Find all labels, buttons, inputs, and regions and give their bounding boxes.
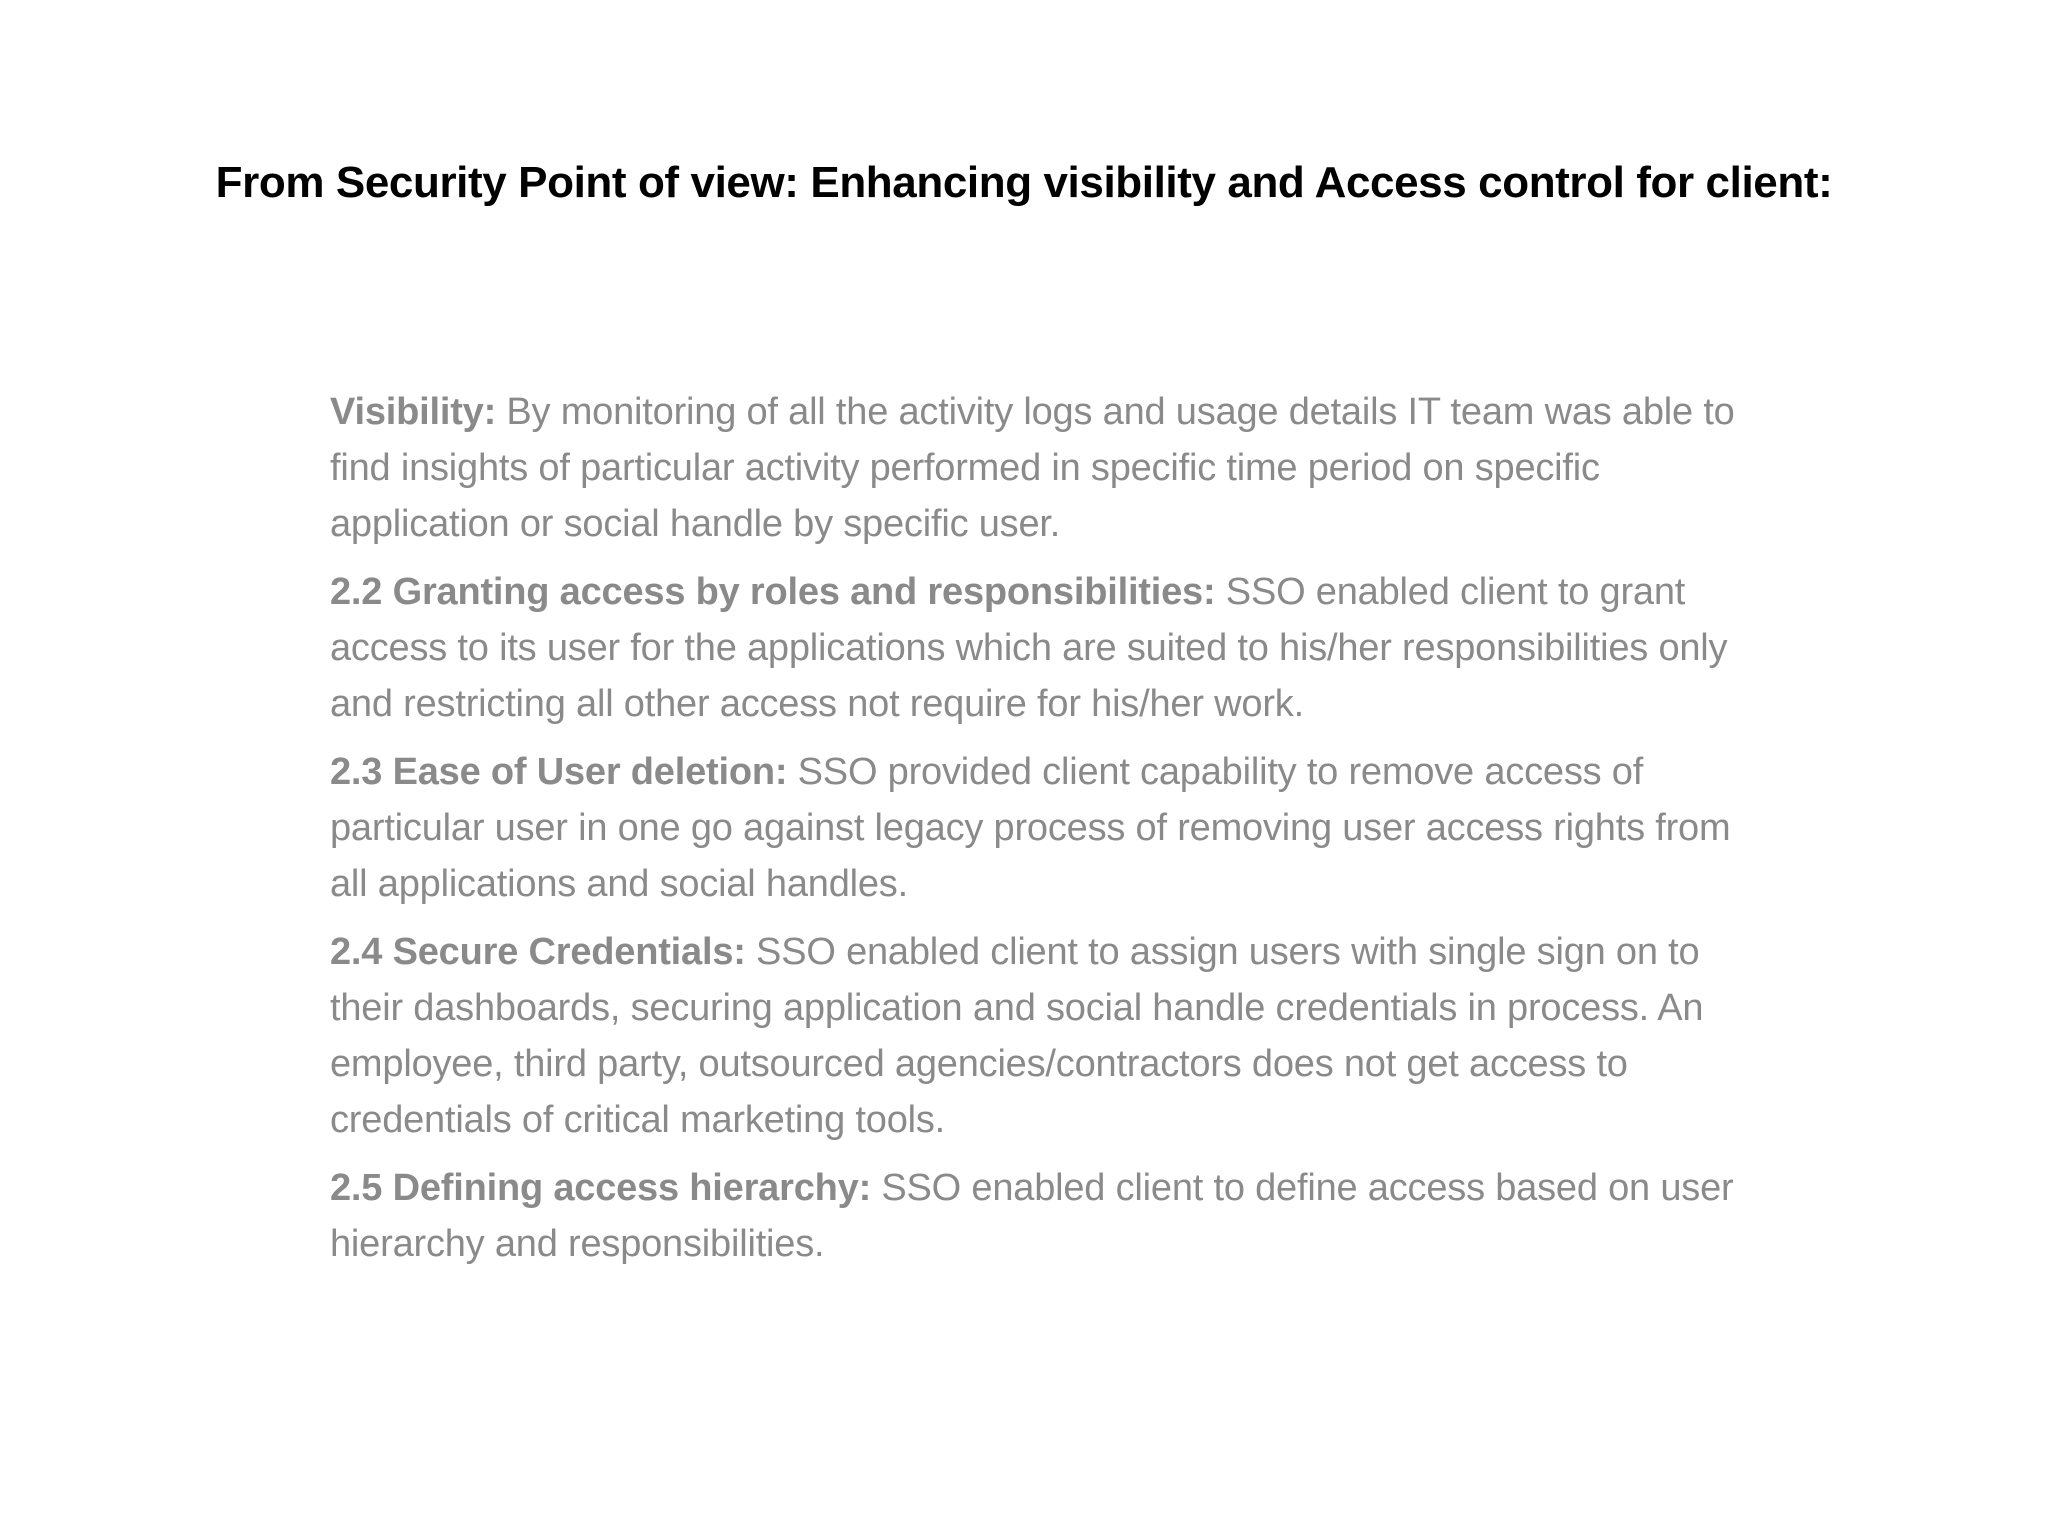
paragraph-secure-credentials: [330, 924, 1750, 1148]
paragraph-access-hierarchy: [330, 1160, 1750, 1272]
paragraph-text: SSO enabled client to grant access to its user for the applications which are suited to his/her responsibilities only and restricting all other access not require for his/her work.: [330, 571, 1728, 725]
page-title: From Security Point of view: Enhancing visibility and Access control for client:: [215, 158, 1833, 207]
paragraph-heading: 2.3 Ease of User deletion:: [330, 751, 788, 793]
paragraph-text: SSO enabled client to define access based on user hierarchy and responsibilities.: [330, 1167, 1734, 1265]
paragraph-user-deletion: [330, 744, 1750, 912]
paragraph-heading: 2.4 Secure Credentials:: [330, 931, 746, 973]
paragraph-text: SSO enabled client to assign users with single sign on to their dashboards, securing application and social handle credentials in process. An employee, third party, outsourced agencies/contractors does not get access to credentials of critical marketing tools.: [330, 931, 1704, 1141]
paragraph-text: By monitoring of all the activity logs and usage details IT team was able to find insights of particular activity performed in specific time period on specific application or social handle by specific user.: [330, 391, 1735, 545]
paragraph-visibility: [330, 384, 1750, 552]
paragraph-heading: Visibility:: [330, 391, 497, 433]
paragraph-heading: 2.2 Granting access by roles and responsibilities:: [330, 571, 1216, 613]
paragraph-text: SSO provided client capability to remove access of particular user in one go against legacy process of removing user access rights from all applications and social handles.: [330, 751, 1731, 905]
paragraph-heading: 2.5 Defining access hierarchy:: [330, 1167, 872, 1209]
paragraph-granting-access: [330, 564, 1750, 732]
content-body: [330, 384, 1750, 1284]
